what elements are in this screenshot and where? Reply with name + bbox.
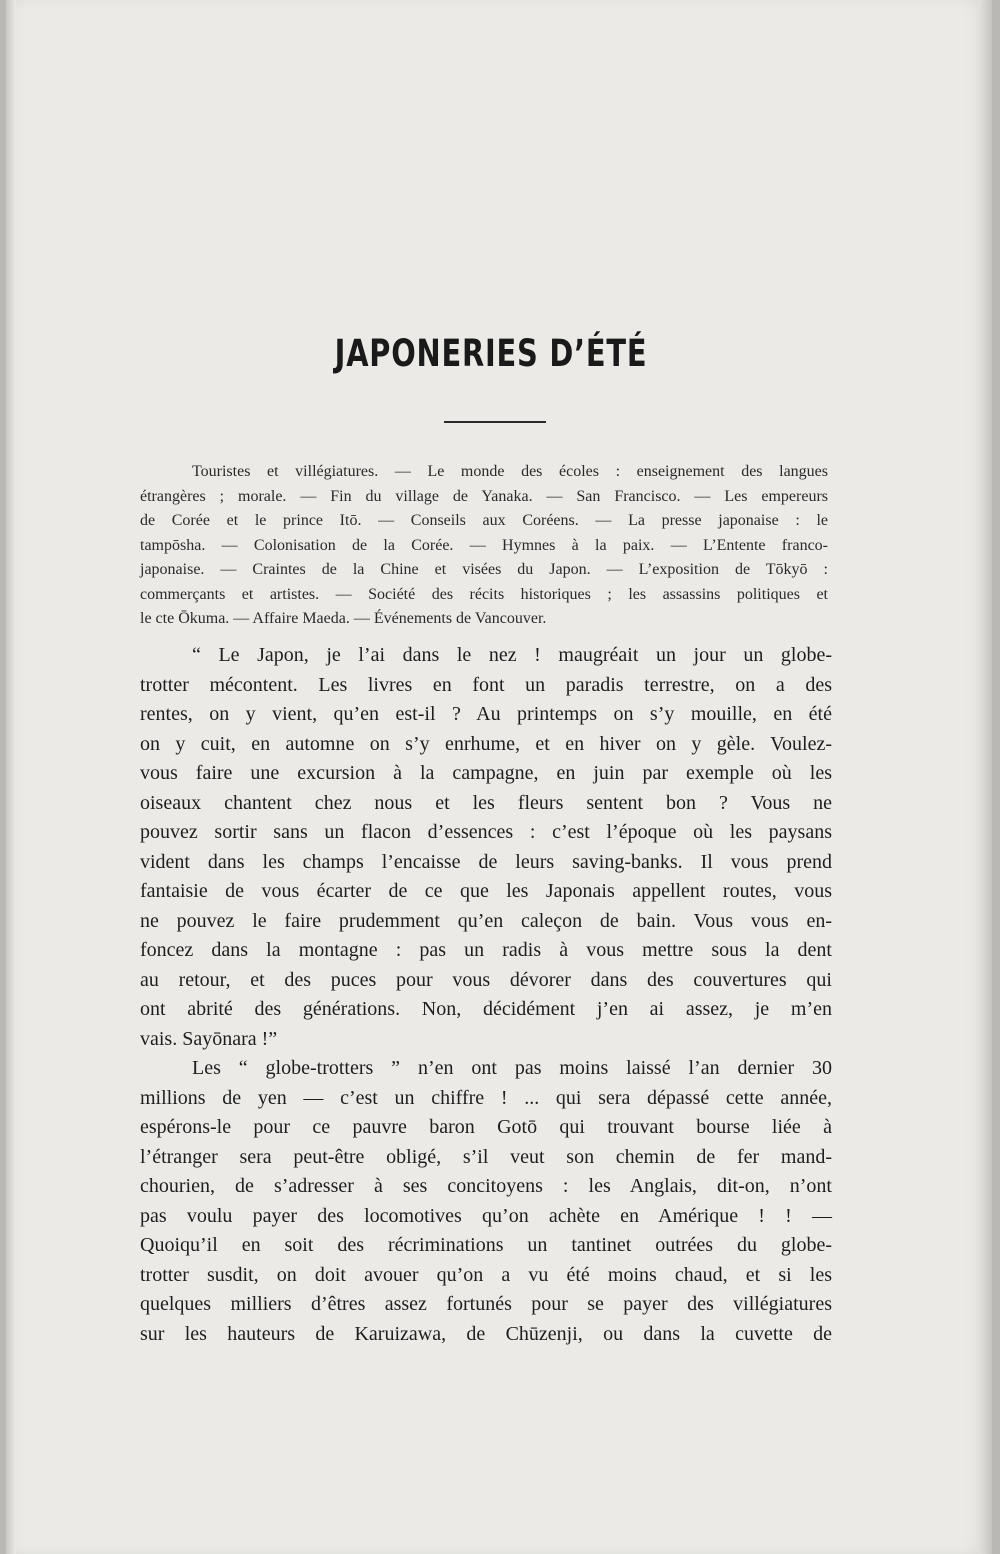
body-line: ne pouvez le faire prudemment qu’en caleçon de bain. Vous vous en- [140,909,832,932]
body-line: l’étranger sera peut-être obligé, s’il veut son chemin de fer mand- [140,1145,832,1168]
body-line: sur les hauteurs de Karuizawa, de Chūzenji, ou dans la cuvette de [140,1322,832,1345]
article-body [140,641,832,1349]
summary-line: japonaise. — Craintes de la Chine et visées du Japon. — L’exposition de Tōkyō : [140,561,828,578]
body-line: fantaisie de vous écarter de ce que les Japonais appellent routes, vous [140,880,832,902]
body-line: ont abrité des générations. Non, décidément j’en ai assez, je m’en [140,998,832,1020]
summary-line: de Corée et le prince Itō. — Conseils aux Coréens. — La presse japonaise : le [140,512,828,529]
body-line: on y cuit, en automne on s’y enrhume, et en hiver on y gèle. Voulez- [140,732,832,755]
summary-line: le cte Ōkuma. — Affaire Maeda. — Événements de Vancouver. [140,610,547,627]
chapter-summary [140,460,828,632]
summary-line: étrangères ; morale. — Fin du village de Yanaka. — San Francisco. — Les empereurs [140,487,828,505]
body-line: millions de yen — c’est un chiffre ! ... qui sera dépassé cette année, [140,1086,832,1109]
summary-line: Touristes et villégiatures. — Le monde des écoles : enseignement des langues [192,463,828,480]
body-line: vais. Sayōnara !” [140,1027,278,1050]
body-line: chourien, de s’adresser à ses concitoyens : les Anglais, dit-on, n’ont [140,1175,832,1197]
body-line: Les “ globe-trotters ” n’en ont pas moins laissé l’an dernier 30 [192,1057,832,1079]
body-line: pouvez sortir sans un flacon d’essences : c’est l’époque où les paysans [140,821,832,843]
body-line: oiseaux chantent chez nous et les fleurs sentent bon ? Vous ne [140,791,832,814]
body-line: trotter mécontent. Les livres en font un paradis terrestre, on a des [140,673,832,696]
title-rule [444,421,546,423]
body-line: vous faire une excursion à la campagne, en juin par exemple où les [140,762,832,784]
body-line: trotter susdit, on doit avouer qu’on a vu été moins chaud, et si les [140,1263,832,1286]
article-title: JAPONERIES D’ÉTÉ [334,332,648,375]
summary-line: commerçants et artistes. — Société des récits historiques ; les assassins politiques et [140,585,828,603]
body-line: au retour, et des puces pour vous dévorer dans des couvertures qui [140,968,832,991]
book-page [6,0,992,1554]
summary-line: tampōsha. — Colonisation de la Corée. — Hymnes à la paix. — L’Entente franco- [140,536,828,554]
body-line: Quoiqu’il en soit des récriminations un tantinet outrées du globe- [140,1234,832,1256]
body-line: rentes, on y vient, qu’en est-il ? Au printemps on s’y mouille, en été [140,703,832,725]
body-line: “ Le Japon, je l’ai dans le nez ! maugréait un jour un globe- [192,644,832,666]
body-line: quelques milliers d’êtres assez fortunés pour se payer des villégiatures [140,1293,832,1315]
page-edge [978,0,992,1554]
body-line: espérons-le pour ce pauvre baron Gotō qui trouvant bourse liée à [140,1116,832,1138]
page-gutter-shadow [6,0,16,1554]
body-line: foncez dans la montagne : pas un radis à vous mettre sous la dent [140,939,832,961]
body-line: pas voulu payer des locomotives qu’on achète en Amérique ! ! — [140,1204,832,1227]
body-line: vident dans les champs l’encaisse de leurs saving-banks. Il vous prend [140,850,832,873]
